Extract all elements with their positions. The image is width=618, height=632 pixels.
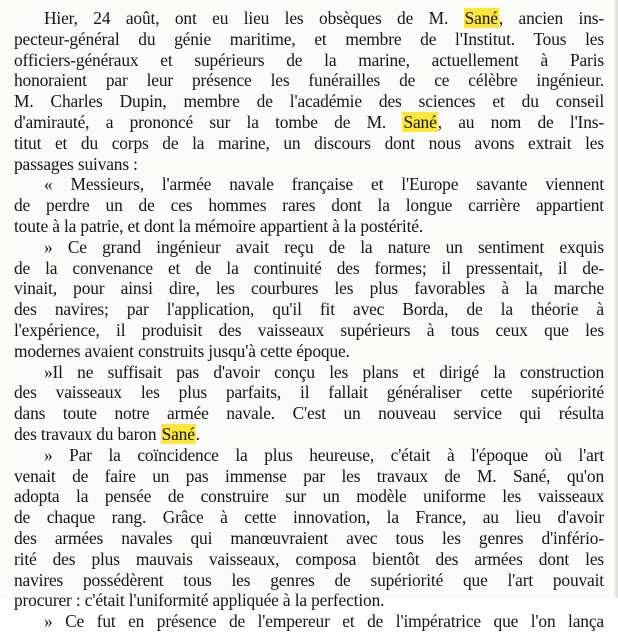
text-line xyxy=(14,8,604,29)
highlighted-term: Sané xyxy=(464,8,498,28)
text-segment: Hier, 24 août, ont eu lieu les obsèques de M. xyxy=(44,8,464,28)
text-segment: des navires; par l'application, qu'il fit avec Borda, de la théorie à xyxy=(14,299,604,320)
text-segment: modernes avaient construits jusqu'à cette époque. xyxy=(14,340,350,361)
text-segment: » Ce grand ingénieur avait reçu de la nature un sentiment exquis xyxy=(44,236,604,257)
text-segment: l'expérience, il produisit des vaisseaux supérieurs à tous ceux que les xyxy=(14,319,604,340)
text-segment: . xyxy=(195,423,200,444)
text-line xyxy=(14,611,604,632)
text-segment: procurer : c'était l'uniformité appliquée à la perfection. xyxy=(14,590,385,611)
text-line xyxy=(14,195,604,216)
text-line xyxy=(14,174,604,195)
text-segment: honoraient par leur présence les funérailles de ce célèbre ingénieur. xyxy=(14,70,604,91)
text-segment: titut et du corps de la marine, un discours dont nous avons extrait les xyxy=(14,132,604,153)
text-line xyxy=(14,258,604,279)
text-line xyxy=(14,507,604,528)
text-line xyxy=(14,590,604,611)
text-segment: » Ce fut en présence de l'empereur et de l'impératrice que l'on lança xyxy=(44,611,604,632)
text-line xyxy=(14,424,604,445)
text-segment: de la convenance et de la continuité des formes; il pressentait, il de- xyxy=(14,257,604,278)
page-edge-shadow xyxy=(614,0,618,598)
text-segment: »Il ne suffisait pas d'avoir conçu les plans et dirigé la construction xyxy=(44,361,604,382)
text-segment: navires possédèrent tous les genres de supériorité que l'art pouvait xyxy=(14,569,604,590)
text-line xyxy=(14,549,604,570)
text-line xyxy=(14,320,604,341)
text-segment: officiers-généraux et supérieurs de la marine, actuellement à Paris xyxy=(14,49,604,70)
text-line xyxy=(14,486,604,507)
text-line xyxy=(14,299,604,320)
text-segment: des travaux du baron xyxy=(14,423,161,444)
highlighted-term: Sané xyxy=(403,111,437,132)
text-line xyxy=(14,570,604,591)
highlighted-term: Sané xyxy=(161,423,195,444)
text-segment: de chaque rang. Grâce à cette innovation, la France, au lieu d'avoir xyxy=(14,507,604,528)
text-line xyxy=(14,445,604,466)
text-segment: dans toute notre armée navale. C'est un nouveau service qui résulta xyxy=(14,403,604,424)
text-line xyxy=(14,154,604,175)
text-segment: « Messieurs, l'armée navale française et l'Europe savante viennent xyxy=(44,174,604,195)
text-segment: venait de faire un pas immense par les travaux de M. Sané, qu'on xyxy=(14,465,604,486)
text-line xyxy=(14,70,604,91)
text-line xyxy=(14,133,604,154)
text-line xyxy=(14,382,604,403)
text-segment: , ancien ins- xyxy=(498,8,604,28)
text-line xyxy=(14,403,604,424)
text-line xyxy=(14,278,604,299)
text-segment: M. Charles Dupin, membre de l'académie des sciences et du conseil xyxy=(14,91,604,112)
text-line xyxy=(14,91,604,112)
text-segment: , au nom de l'Ins- xyxy=(437,111,605,132)
text-line xyxy=(14,237,604,258)
text-segment: rité des plus mauvais vaisseaux, composa bientôt des armées dont les xyxy=(14,548,604,569)
text-line xyxy=(14,112,604,133)
text-segment: des vaisseaux les plus parfaits, il fallait généraliser cette supériorité xyxy=(14,382,604,403)
text-line xyxy=(14,528,604,549)
text-segment: » Par la coïncidence la plus heureuse, c'était à l'époque où l'art xyxy=(44,444,604,465)
text-segment: d'amirauté, a prononcé sur la tombe de M. xyxy=(14,111,403,132)
text-line xyxy=(14,50,604,71)
text-segment: pecteur-général du génie maritime, et membre de l'Institut. Tous les xyxy=(14,28,604,49)
text-segment: vinait, pour ainsi dire, les courbures les plus favorables à la marche xyxy=(14,278,604,299)
text-segment: adopta la pensée de construire sur un modèle uniforme les vaisseaux xyxy=(14,486,604,507)
text-line xyxy=(14,362,604,383)
text-line xyxy=(14,466,604,487)
text-line xyxy=(14,216,604,237)
text-segment: de perdre un de ces hommes rares dont la longue carrière appartient xyxy=(14,195,604,216)
text-line xyxy=(14,29,604,50)
text-line xyxy=(14,341,604,362)
text-segment: toute à la patrie, et dont la mémoire appartient à la postérité. xyxy=(14,215,424,236)
text-segment: passages suivans : xyxy=(14,153,138,174)
article-text xyxy=(14,8,605,632)
text-segment: des armées navales qui manœuvraient avec tous les genres d'infério- xyxy=(14,527,604,548)
